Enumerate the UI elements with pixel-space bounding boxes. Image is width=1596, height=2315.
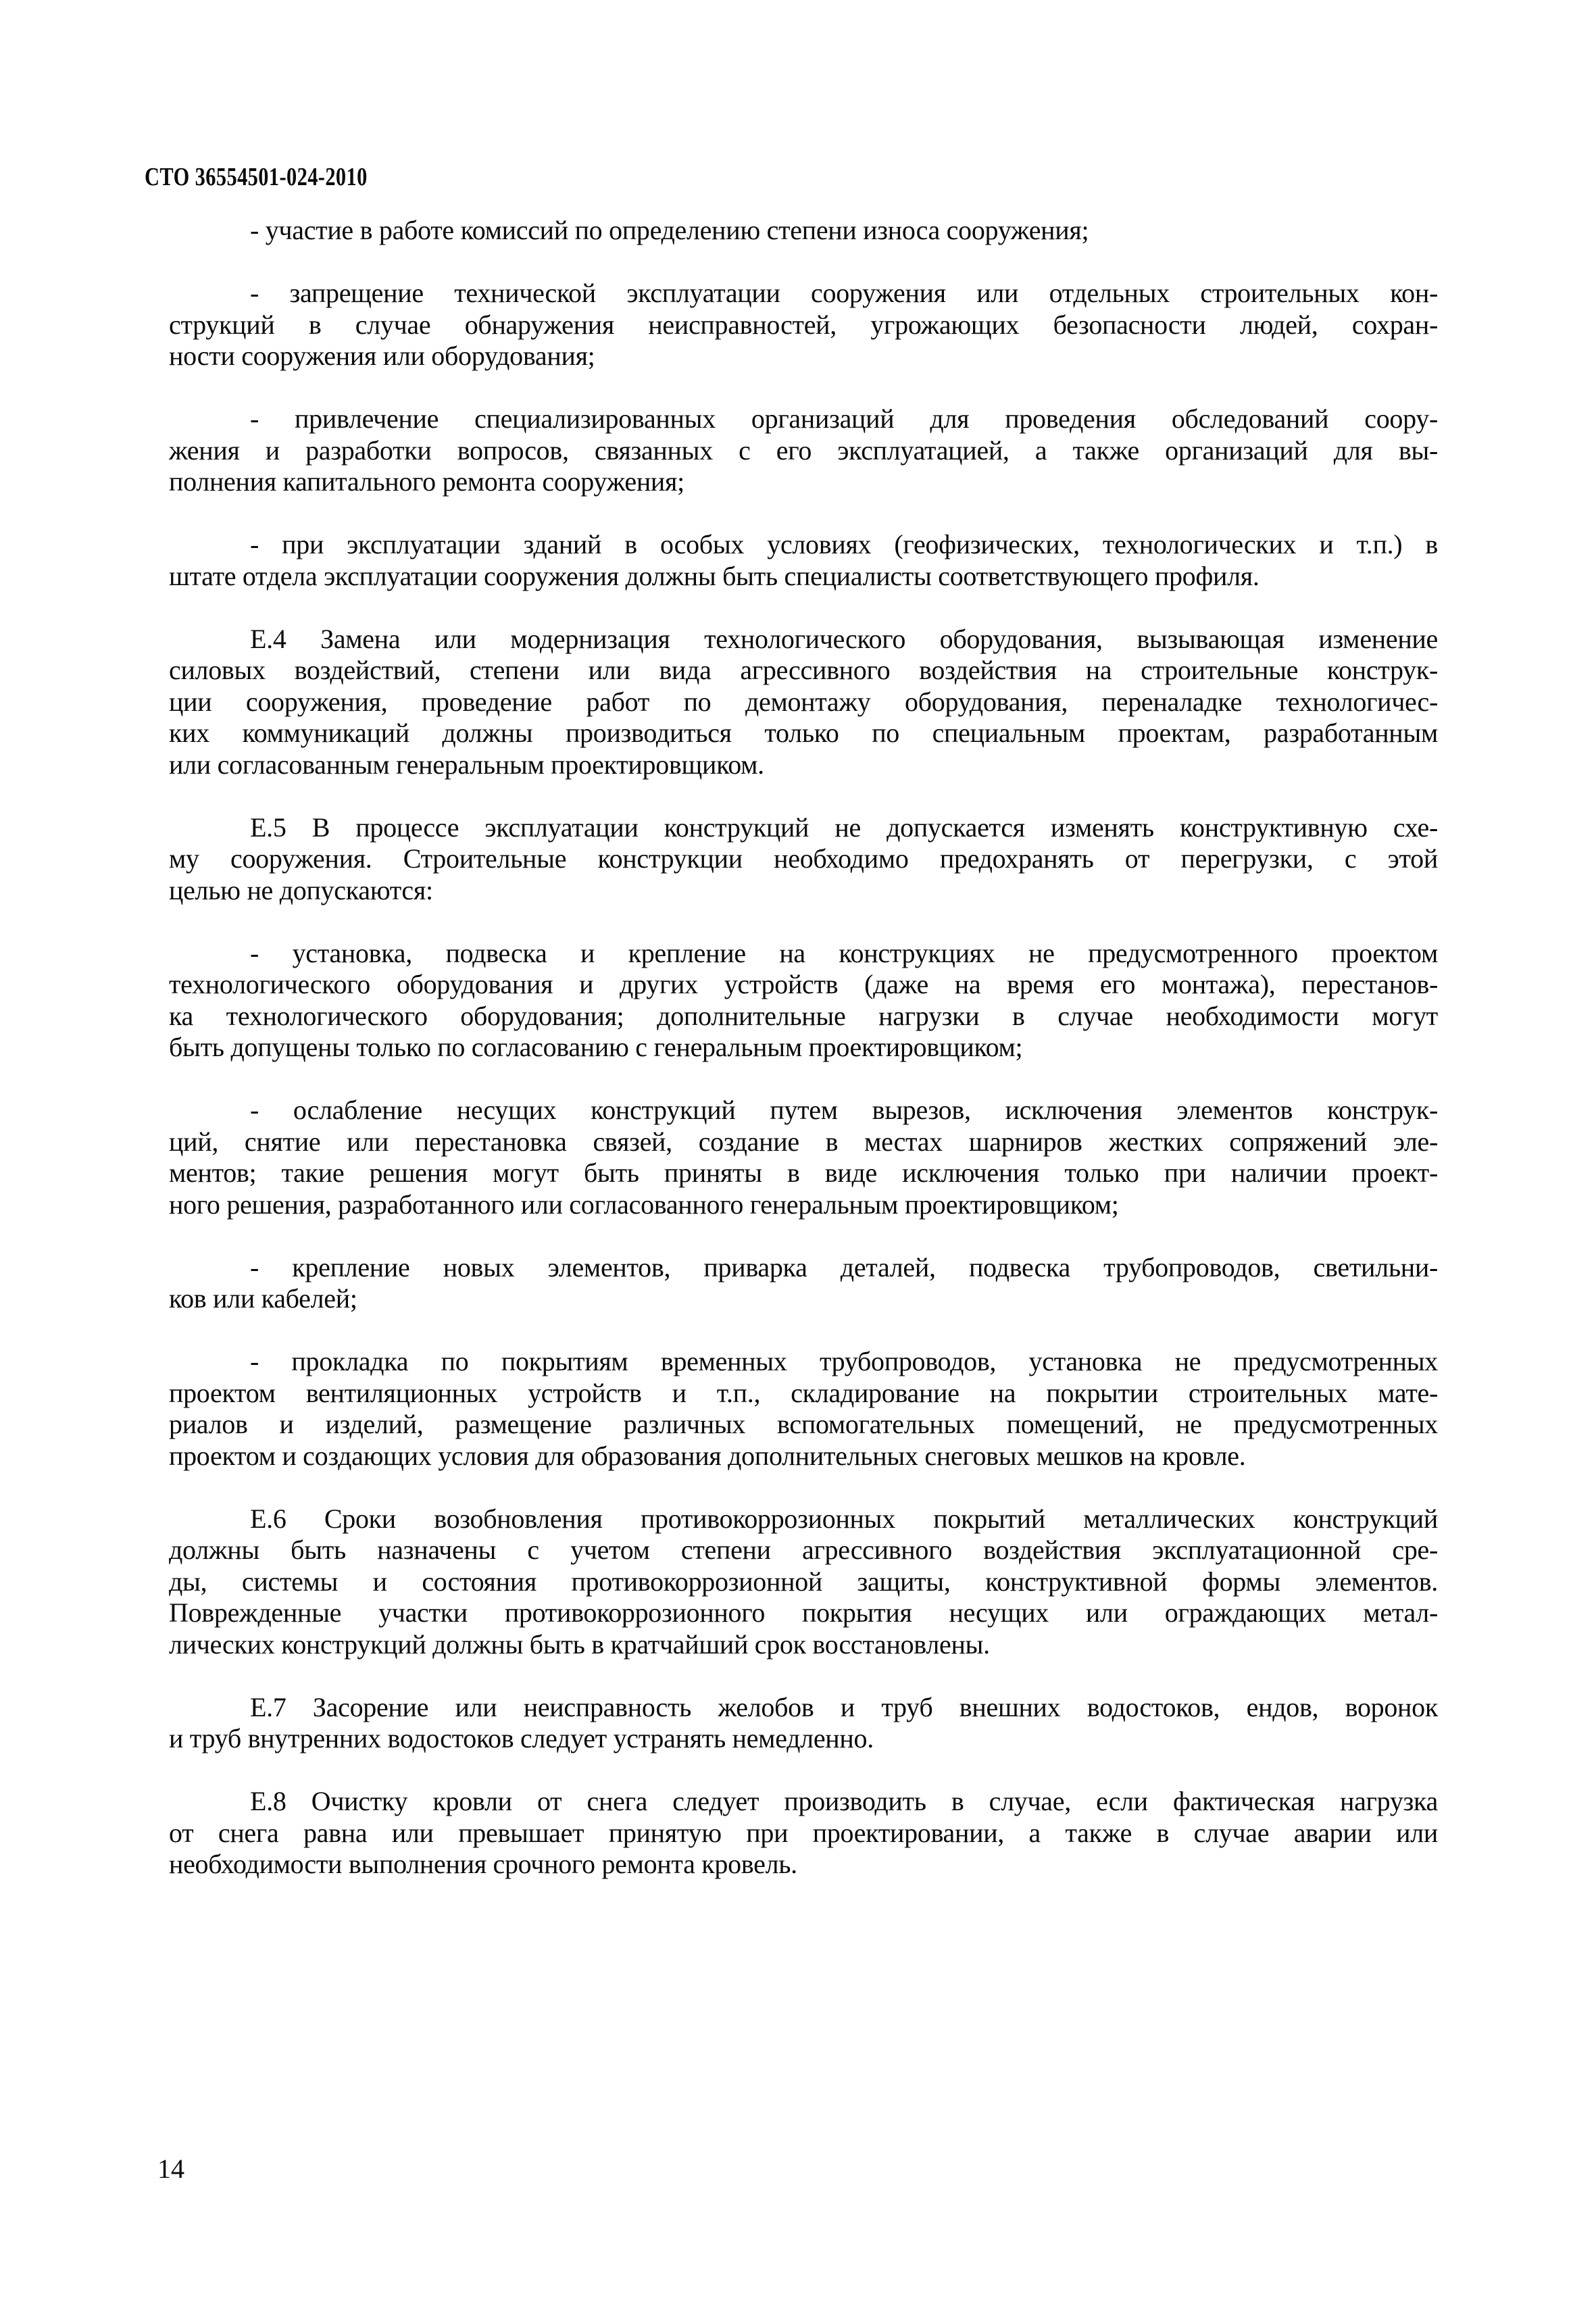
text-line: Е.6 Сроки возобновления противокоррозионных покрытий металлических конструкций (250, 1503, 1438, 1534)
text-line: му сооружения. Строительные конструкции необходимо предохранять от перегрузки, с этой (169, 843, 1438, 874)
text-line: проектом и создающих условия для образования дополнительных снеговых мешков на кровле. (169, 1440, 1246, 1471)
text-line: необходимости выполнения срочного ремонта кровель. (169, 1849, 797, 1879)
text-line: ности сооружения или оборудования; (169, 341, 595, 371)
paragraph (169, 1095, 1438, 1220)
text-line: - ослабление несущих конструкций путем вырезов, исключения элементов конструк- (250, 1095, 1438, 1125)
paragraph (169, 1346, 1438, 1472)
text-line: технологического оборудования и других устройств (даже на время его монтажа), перестанов- (169, 969, 1438, 999)
paragraph (169, 1786, 1438, 1881)
text-line: штате отдела эксплуатации сооружения должны быть специалисты соответствующего профиля. (169, 560, 1260, 591)
text-line: силовых воздействий, степени или вида агрессивного воздействия на строительные конструк- (169, 655, 1438, 685)
text-line: - участие в работе комиссий по определению степени износа сооружения; (250, 215, 1089, 245)
text-line: проектом вентиляционных устройств и т.п., складирование на покрытии строительных мате- (169, 1377, 1438, 1408)
paragraph (169, 1503, 1438, 1661)
text-line: целью не допускаются: (169, 874, 433, 905)
text-line: ды, системы и состояния противокоррозионной защиты, конструктивной формы элементов. (169, 1566, 1438, 1597)
paragraph (169, 1252, 1438, 1315)
text-line: ка технологического оборудования; дополнительные нагрузки в случае необходимости могут (169, 1000, 1438, 1031)
text-line: - при эксплуатации зданий в особых условиях (геофизических, технологических и т.п.) в (250, 529, 1438, 559)
doc-code-header: СТО 36554501-024-2010 (145, 163, 368, 191)
text-line: струкций в случае обнаружения неисправностей, угрожающих безопасности людей, сохран- (169, 309, 1438, 340)
text-line: от снега равна или превышает принятую при проектировании, а также в случае аварии или (169, 1817, 1438, 1848)
paragraph (169, 403, 1438, 498)
text-line: полнения капитального ремонта сооружения; (169, 466, 684, 497)
text-line: лических конструкций должны быть в кратчайший срок восстановлены. (169, 1628, 990, 1660)
text-line: ции сооружения, проведение работ по демонтажу оборудования, переналадке технологичес- (169, 686, 1438, 717)
text-body (169, 215, 1438, 1912)
text-line: - прокладка по покрытиям временных трубопроводов, установка не предусмотренных (250, 1346, 1438, 1376)
paragraph (169, 278, 1438, 372)
text-line: Поврежденные участки противокоррозионного покрытия несущих или ограждающих метал- (169, 1597, 1438, 1628)
text-line: Е.4 Замена или модернизация технологического оборудования, вызывающая изменение (250, 623, 1438, 654)
paragraph (169, 938, 1438, 1064)
text-line: ного решения, разработанного или согласованного генеральным проектировщиком; (169, 1189, 1119, 1220)
text-line: риалов и изделий, размещение различных вспомогательных помещений, не предусмотренных (169, 1409, 1438, 1439)
paragraph (169, 215, 1438, 247)
text-line: ментов; такие решения могут быть приняты в виде исключения только при наличии проект- (169, 1158, 1438, 1188)
paragraph (169, 812, 1438, 907)
text-line: - привлечение специализированных организаций для проведения обследований соору- (250, 403, 1438, 434)
paragraph (169, 1692, 1438, 1755)
text-line: Е.8 Очистку кровли от снега следует производить в случае, если фактическая нагрузка (250, 1786, 1438, 1816)
text-line: ков или кабелей; (169, 1283, 357, 1314)
text-line: Е.5 В процессе эксплуатации конструкций не допускается изменять конструктивную схе- (250, 812, 1438, 843)
paragraph (169, 529, 1438, 592)
text-line: или согласованным генеральным проектировщиком. (169, 749, 764, 780)
page-number: 14 (157, 2154, 184, 2184)
text-line: жения и разработки вопросов, связанных с его эксплуатацией, а также организаций для вы- (169, 434, 1438, 466)
text-line: - установка, подвеска и крепление на конструкциях не предусмотренного проектом (250, 937, 1438, 968)
text-line: Е.7 Засорение или неисправность желобов и труб внешних водостоков, ендов, воронок (250, 1691, 1438, 1722)
text-line: и труб внутренних водостоков следует устранять немедленно. (169, 1723, 874, 1753)
paragraph (169, 624, 1438, 781)
text-line: - крепление новых элементов, приварка деталей, подвеска трубопроводов, светильни- (250, 1251, 1438, 1283)
text-line: должны быть назначены с учетом степени агрессивного воздействия эксплуатационной сре- (169, 1535, 1438, 1565)
text-line: быть допущены только по согласованию с генеральным проектировщиком; (169, 1032, 1023, 1062)
text-line: ких коммуникаций должны производиться только по специальным проектам, разработанным (169, 718, 1438, 748)
text-line: ций, снятие или перестановка связей, создание в местах шарниров жестких сопряжений эле- (169, 1126, 1438, 1157)
text-line: - запрещение технической эксплуатации сооружения или отдельных строительных кон- (250, 278, 1438, 308)
